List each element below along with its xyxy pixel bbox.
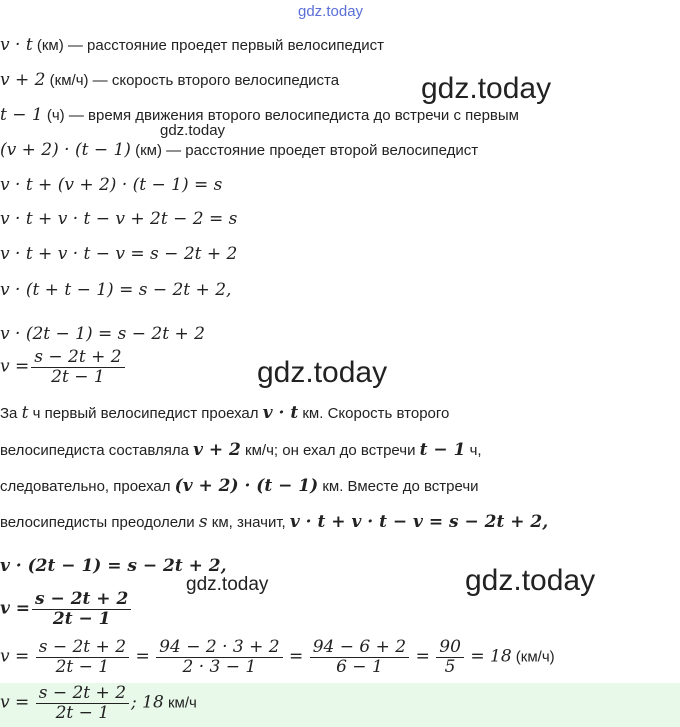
separator: ; (131, 692, 137, 713)
paragraph-line (0, 512, 548, 533)
fraction (156, 638, 282, 677)
paragraph-line (0, 440, 482, 461)
numerator: 94 − 6 + 2 (312, 637, 407, 657)
math-inline: v + 2 (193, 440, 241, 460)
definition-line (0, 105, 519, 126)
equals-sign: = (289, 646, 304, 667)
denominator: 6 − 1 (310, 657, 409, 677)
result-value: = 18 (470, 646, 512, 667)
paragraph-text: км/ч; он ехал до встречи (240, 442, 420, 459)
equation: v · t + v · t − v = s − 2t + 2 (0, 244, 238, 264)
equation: v · (2t − 1) = s − 2t + 2 (0, 324, 205, 344)
paragraph-text: км. Вместе до встречи (318, 478, 479, 495)
definition-line (0, 70, 339, 91)
equation: v · (2t − 1) = s − 2t + 2, (0, 556, 227, 576)
numerator: s − 2t + 2 (34, 347, 122, 367)
math-expression: v + 2 (0, 70, 46, 90)
answer-line (0, 684, 197, 723)
watermark: gdz.today (160, 122, 226, 139)
fraction (436, 638, 464, 677)
answer-value: 18 (136, 692, 164, 713)
paragraph-text: велосипедиста составляла (0, 442, 194, 459)
denominator: 2 · 3 − 1 (156, 657, 282, 677)
fraction-equation (0, 590, 133, 629)
definition-text: (ч) — время движения второго велосипедиста до встречи с первым (42, 107, 519, 124)
math-expression: (v + 2) · (t − 1) (0, 140, 131, 160)
definition-line (0, 35, 384, 56)
paragraph-text: ч первый велосипедист проехал (28, 405, 263, 422)
fraction (31, 348, 124, 387)
fraction-equation (0, 348, 127, 387)
paragraph-text: велосипедисты преодолели (0, 514, 199, 531)
numerator: s − 2t + 2 (38, 683, 127, 703)
watermark: gdz.today (257, 356, 388, 389)
math-inline: v · t (262, 403, 299, 423)
paragraph-line (0, 403, 449, 424)
calculation-line (0, 638, 555, 677)
numerator: s − 2t + 2 (38, 637, 127, 657)
watermark-top: gdz.today (298, 3, 364, 20)
math-lhs: v = (0, 356, 30, 377)
paragraph-text: км. Скорость второго (298, 405, 450, 422)
definition-text: (км) — расстояние проедет второй велосипедист (130, 142, 479, 159)
math-inline: v · t + v · t − v = s − 2t + 2, (289, 512, 549, 532)
unit-label: км/ч (163, 694, 197, 712)
equation: v · t + v · t − v + 2t − 2 = s (0, 209, 238, 229)
definition-line (0, 140, 478, 161)
numerator: s − 2t + 2 (35, 589, 129, 609)
math-expression: t − 1 (0, 105, 43, 125)
math-lhs: v = (0, 598, 31, 619)
denominator: 2t − 1 (32, 609, 131, 629)
equals-sign: = (415, 646, 430, 667)
denominator: 2t − 1 (31, 367, 124, 387)
paragraph-text: ч, (465, 442, 482, 459)
fraction (310, 638, 409, 677)
equals-sign: = (135, 646, 150, 667)
paragraph-text: следовательно, проехал (0, 478, 175, 495)
paragraph-line (0, 476, 479, 497)
equation: v · (t + t − 1) = s − 2t + 2, (0, 280, 232, 300)
numerator: 90 (439, 637, 461, 657)
equation: v · t + (v + 2) · (t − 1) = s (0, 175, 223, 195)
math-inline: t (21, 403, 29, 423)
definition-text: (км) — расстояние проедет первый велосипедист (32, 37, 385, 54)
watermark: gdz.today (465, 564, 596, 597)
denominator: 2t − 1 (36, 657, 129, 677)
math-inline: t − 1 (419, 440, 466, 460)
math-inline: (v + 2) · (t − 1) (174, 476, 319, 496)
math-inline: s (198, 512, 208, 532)
watermark: gdz.today (421, 72, 552, 105)
denominator: 2t − 1 (36, 703, 129, 723)
paragraph-text: За (0, 405, 22, 422)
numerator: 94 − 2 · 3 + 2 (159, 637, 280, 657)
math-expression: v · t (0, 35, 33, 55)
fraction (36, 684, 129, 723)
math-lhs: v = (0, 692, 30, 713)
watermark: gdz.today (186, 574, 269, 595)
unit-label: (км/ч) (511, 648, 555, 666)
fraction (36, 638, 129, 677)
definition-text: (км/ч) — скорость второго велосипедиста (45, 72, 340, 89)
paragraph-text: км, значит, (207, 514, 290, 531)
math-lhs: v = (0, 646, 30, 667)
fraction (32, 590, 131, 629)
denominator: 5 (436, 657, 464, 677)
